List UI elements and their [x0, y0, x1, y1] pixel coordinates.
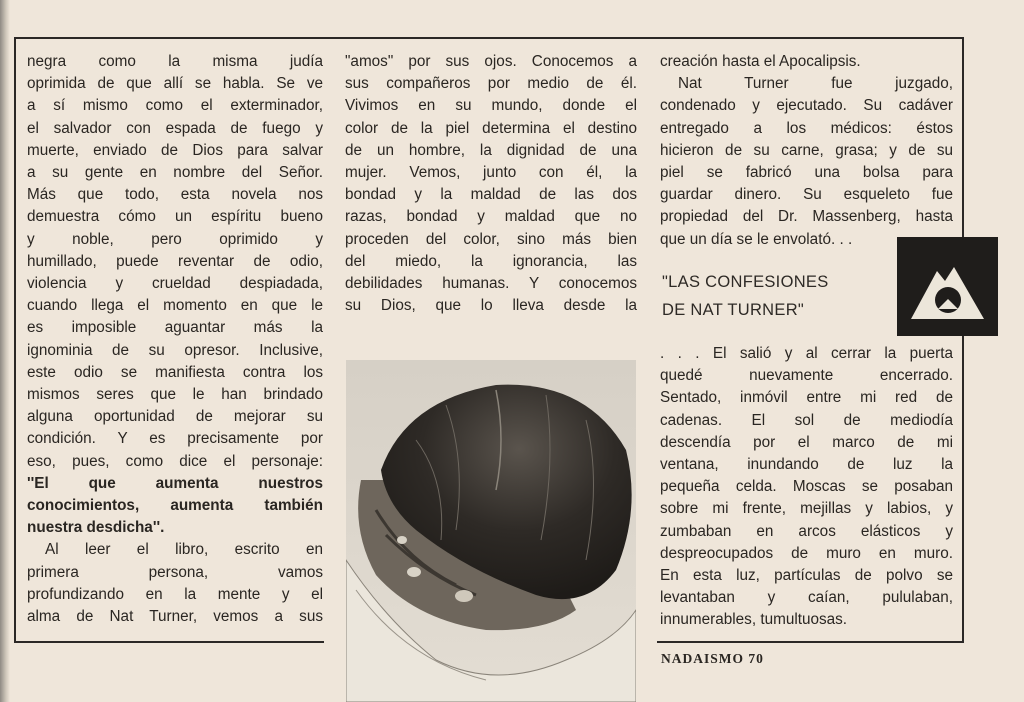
text-line: "amos" por sus ojos. Conocemos a	[345, 53, 637, 70]
section-heading	[662, 268, 829, 324]
text-line: ventana, inundando de luz la	[660, 456, 953, 474]
text-line: propiedad del Dr. Massenberg, hasta	[660, 208, 953, 226]
text-line: zumbaban en arcos elásticos y	[660, 522, 953, 540]
column-2	[345, 51, 637, 317]
text-line: su Dios, que lo lleva desde la	[345, 297, 637, 315]
page-gutter-shadow	[0, 0, 10, 702]
text-line: creación hasta el Apocalipsis.	[660, 53, 861, 70]
frame-bottom-rule-left	[14, 641, 324, 643]
text-line: alma de Nat Turner, vemos a sus	[27, 608, 323, 626]
mountain-logo-icon	[897, 237, 998, 336]
text-line: Vivimos en su mundo, donde el	[345, 97, 637, 115]
text-line: oprimida de que allí se habla. Se ve	[27, 75, 323, 93]
text-line: el salvador con espada de fuego y	[27, 119, 323, 137]
heading-line-2: DE NAT TURNER"	[662, 301, 805, 319]
text-line: entregado a los médicos: éstos	[660, 119, 953, 137]
text-line: Más que todo, esta novela nos	[27, 186, 323, 204]
text-line: a su gente en nombre del Señor.	[27, 164, 323, 182]
text-line: mujer. Vemos, junto con él, la	[345, 164, 637, 182]
text-line: negra como la misma judía	[27, 53, 323, 70]
text-line: primera persona, vamos	[27, 563, 323, 581]
text-line: color de la piel determina el destino	[345, 119, 637, 137]
column-3	[660, 51, 953, 251]
page-footer: NADAISMO 70	[661, 651, 764, 666]
text-line: condición. Y es precisamente por	[27, 430, 323, 448]
frame-bottom-rule-right	[657, 641, 964, 643]
photo-head-illustration	[346, 360, 636, 702]
text-line: a sí mismo como el exterminador,	[27, 97, 323, 115]
text-line: violencia y crueldad despiadada,	[27, 275, 323, 293]
text-line: profundizando en la mente y el	[27, 585, 323, 603]
text-line: guardar dinero. Su esqueleto fue	[660, 186, 953, 204]
text-line: es imposible aguantar más la	[27, 319, 323, 337]
text-line: quedé nuevamente encerrado.	[660, 367, 953, 385]
text-line: En esta luz, partículas de polvo se	[660, 567, 953, 585]
text-line: que un día se le envolató. . .	[660, 230, 853, 248]
text-line: y noble, pero oprimido y	[27, 230, 323, 248]
text-line: cuando llega el momento en que le	[27, 297, 323, 315]
text-line: cadenas. El sol de mediodía	[660, 411, 953, 429]
text-line: Al leer el libro, escrito en	[45, 541, 323, 559]
text-line: condenado y ejecutado. Su cadáver	[660, 97, 953, 115]
text-line: descendía por el marco de mi	[660, 433, 953, 451]
text-line: Sentado, inmóvil entre mi red de	[660, 389, 953, 407]
text-line: alguna oportunidad de mejorar su	[27, 408, 323, 426]
text-line: pequeña celda. Moscas se posaban	[660, 478, 953, 496]
quote-line: conocimientos, aumenta también	[27, 497, 323, 515]
text-line: razas, bondad y maldad que no	[345, 208, 637, 226]
column-3-excerpt	[660, 343, 953, 632]
column-1	[27, 51, 323, 628]
text-line: este odio se manifiesta contra los	[27, 363, 323, 381]
text-line: piel se fabricó una bolsa para	[660, 164, 953, 182]
text-line: de un hombre, la dignidad de una	[345, 141, 637, 159]
text-line: demuestra cómo un espíritu bueno	[27, 208, 323, 226]
text-line: despreocupados de muro en muro.	[660, 544, 953, 562]
text-line: debilidades humanas. Y conocemos	[345, 275, 637, 293]
article-photo	[346, 360, 636, 702]
text-line: bondad y la maldad de las dos	[345, 186, 637, 204]
text-line: muerte, enviado de Dios para salvar	[27, 141, 323, 159]
text-line: innumerables, tumultuosas.	[660, 611, 848, 629]
text-line: ignominia de su opresor. Inclusive,	[27, 341, 323, 359]
text-line: sobre mi frente, mejillas y labios, y	[660, 500, 953, 518]
quote-line: nuestra desdicha''.	[27, 519, 165, 537]
text-line: . . . El salió y al cerrar la puerta	[660, 345, 953, 362]
text-line: del miedo, la ignorancia, las	[345, 252, 637, 270]
text-line: hicieron de su carne, grasa; y de su	[660, 141, 953, 159]
quote-line: ''El que aumenta nuestros	[27, 474, 323, 492]
text-line: proceden del color, sino más bien	[345, 230, 637, 248]
text-line: sus compañeros por medio de él.	[345, 75, 637, 93]
text-line: mismos seres que le han brindado	[27, 386, 323, 404]
text-line: eso, pues, como dice el personaje:	[27, 452, 323, 470]
text-line: Nat Turner fue juzgado,	[678, 75, 953, 93]
text-line: levantaban y caían, pululaban,	[660, 589, 953, 607]
text-line: humillado, puede reventar de odio,	[27, 252, 323, 270]
heading-line-1: "LAS CONFESIONES	[662, 273, 829, 291]
